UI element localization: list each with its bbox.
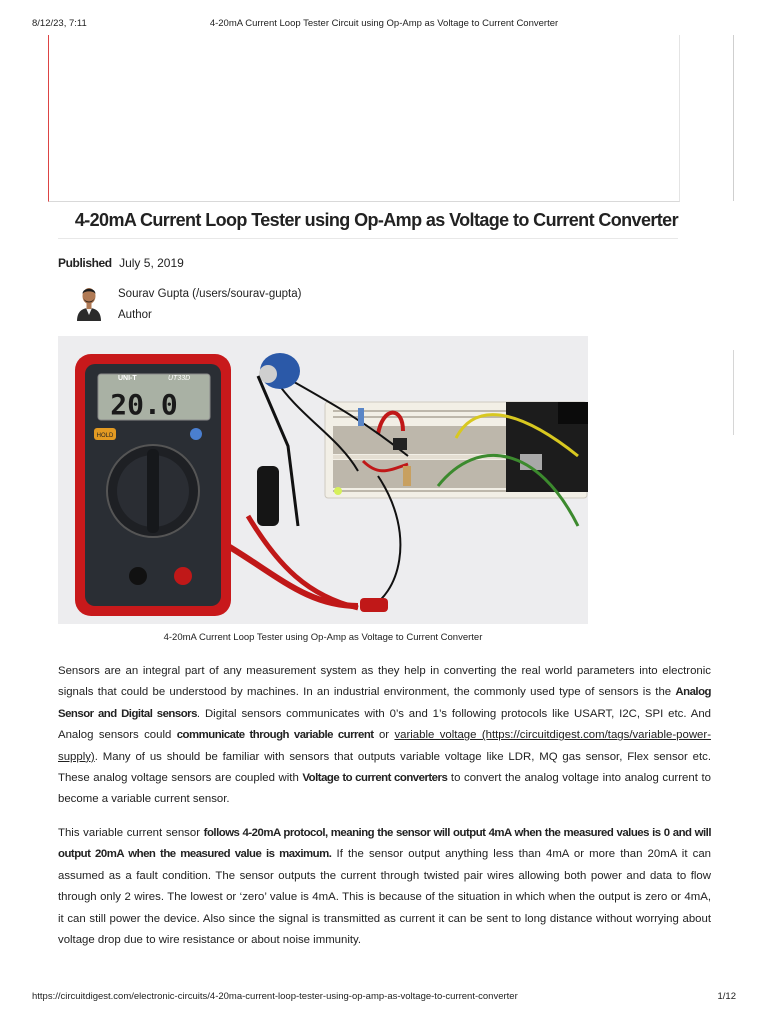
emphasis-protocol: follows 4-20mA protocol, meaning the sensor will output 4mA when the measured values is 0 and will output 20mA when the measured value is maximum. xyxy=(58,827,711,861)
print-date: 8/12/23, 7:11 xyxy=(32,18,87,29)
ad-placeholder xyxy=(48,35,680,202)
print-footer xyxy=(32,991,736,1005)
published-date: July 5, 2019 xyxy=(119,256,184,270)
print-page-title: 4-20mA Current Loop Tester Circuit using Op-Amp as Voltage to Current Converter xyxy=(209,18,559,29)
emphasis-v-to-i: Voltage to current converters xyxy=(302,772,448,785)
print-url: https://circuitdigest.com/electronic-circuits/4-20ma-current-loop-tester-using-op-amp-as-voltage-to-current-converter xyxy=(32,991,518,1002)
meter-reading: 20.0 xyxy=(110,388,178,421)
sidebar-divider xyxy=(733,35,734,201)
article-title: 4-20mA Current Loop Tester using Op-Amp as Voltage to Current Converter xyxy=(74,210,678,230)
published-label: Published xyxy=(58,256,112,270)
title-divider xyxy=(58,238,678,239)
author-avatar[interactable] xyxy=(74,283,104,321)
intro-paragraph: Sensors are an integral part of any measurement system as they help in converting the real world parameters into electronic signals that could be understood by machines. In an industrial environment, the commonly used type of sensors is the Analog Sensor and Digital sensors. Digital sensors communicates with 0’s and 1’s following protocols like USART, I2C, SPI etc. And Analog sensors could communicate through variable current or variable voltage (https://circuitdigest.com/tags/variable-power-supply). Many of us should be familiar with sensors that outputs variable voltage like LDR, MQ gas sensor, Flex sensor etc. These analog voltage sensors are coupled with Voltage to current converters to convert the analog voltage into analog current to become a variable current sensor. xyxy=(58,665,711,806)
published-info xyxy=(58,256,184,270)
variable-voltage-link[interactable]: variable voltage (https://circuitdigest.com/tags/variable-power-supply) xyxy=(58,729,711,763)
author-name[interactable]: Sourav Gupta (/users/sourav-gupta) xyxy=(118,288,302,300)
author-role: Author xyxy=(118,309,152,321)
sidebar-divider-lower xyxy=(733,350,734,435)
page-number: 1/12 xyxy=(717,991,736,1002)
photo-caption: 4-20mA Current Loop Tester using Op-Amp as Voltage to Current Converter xyxy=(163,632,483,643)
meter-hold-label: HOLD xyxy=(96,433,114,439)
meter-model: UT33D xyxy=(168,375,191,382)
meter-brand: UNI-T xyxy=(118,375,137,382)
emphasis-variable-current: communicate through variable current xyxy=(176,729,374,742)
circuit-photo xyxy=(58,336,588,624)
protocol-paragraph: This variable current sensor follows 4-20mA protocol, meaning the sensor will output 4mA when the measured values is 0 and will output 20mA when the measured value is maximum. If the sensor output anything less than 4mA or more than 20mA it can assumed as a fault condition. The sensor outputs the current through twisted pair wires allowing both power and data to flow through only 2 wires. The lowest or ‘zero’ value is 4mA. This is because of the situation in which when the output is zero or 4mA, it can still power the device. Also since the signal is transmitted as current it can be sent to long distance without worrying about voltage drop due to wire resistance or about noise immunity. xyxy=(58,827,711,947)
print-header xyxy=(32,18,736,32)
emphasis-analog-digital: Analog Sensor and Digital sensors xyxy=(58,686,711,720)
